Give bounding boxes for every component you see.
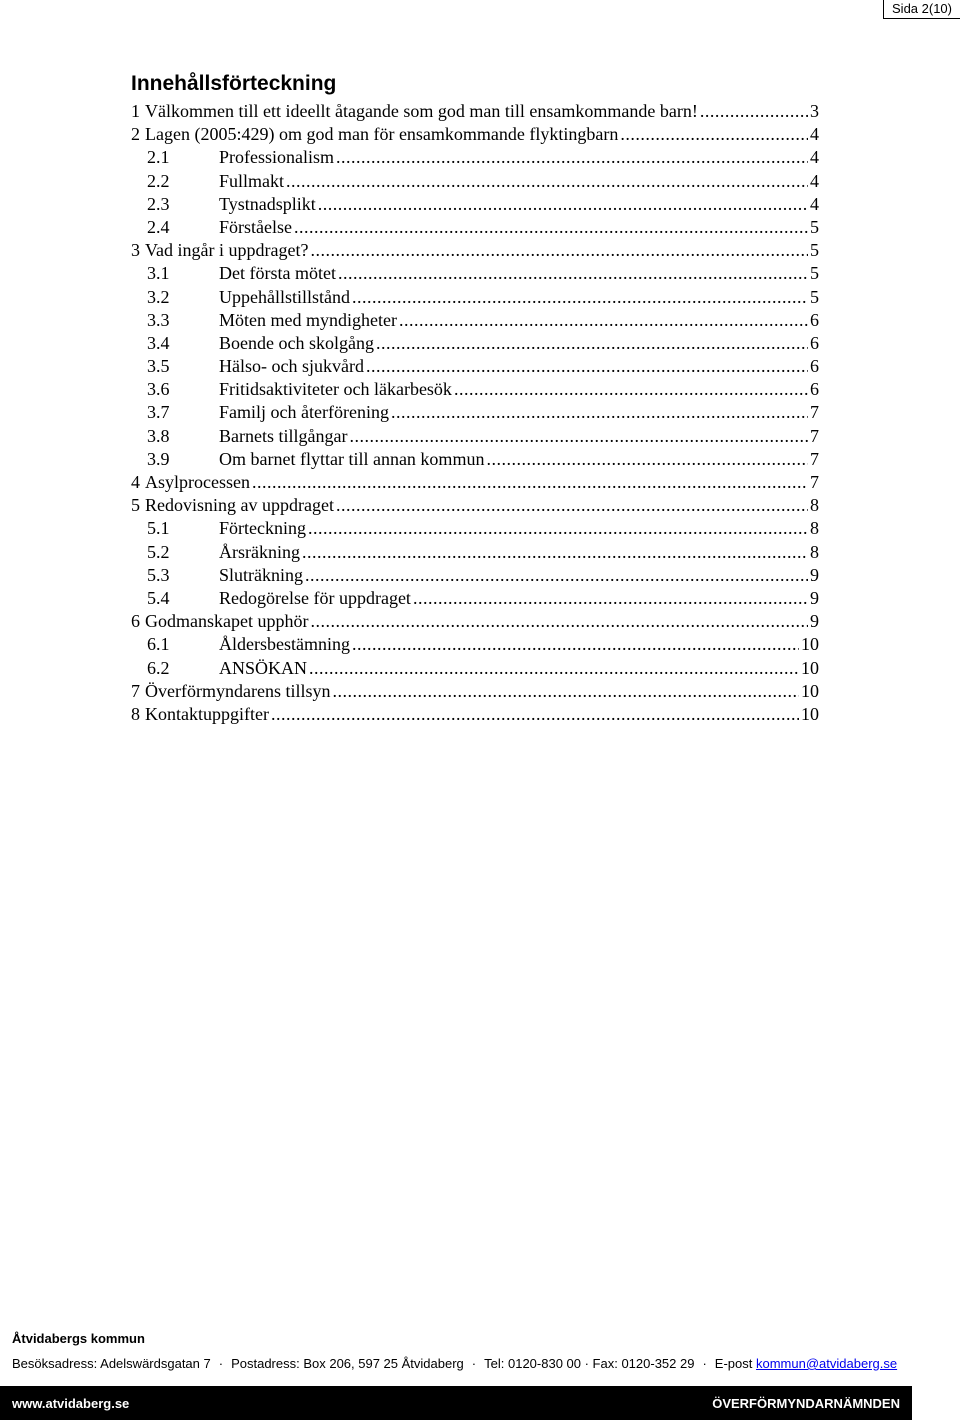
toc-entry-page: 5 xyxy=(810,286,819,307)
toc-entry-title: Professionalism xyxy=(219,147,334,168)
toc-leader-dots xyxy=(454,378,808,401)
toc-entry-number: 3.1 xyxy=(147,263,170,284)
toc-entry[interactable] xyxy=(131,146,819,169)
toc-entry-page: 4 xyxy=(810,170,819,191)
toc-leader-dots xyxy=(271,703,799,726)
toc-leader-dots xyxy=(391,401,808,424)
toc-entry-page: 6 xyxy=(810,356,819,377)
toc-leader-dots xyxy=(399,309,808,332)
toc-entry-title: Förteckning xyxy=(219,518,306,539)
toc-entry-page: 10 xyxy=(801,657,819,678)
toc-entry-title: Sluträkning xyxy=(219,564,303,585)
toc-entry-title: Fullmakt xyxy=(219,170,285,191)
toc-entry-title: Hälso- och sjukvård xyxy=(219,356,364,377)
toc-entry-page: 6 xyxy=(810,332,819,353)
toc-leader-dots xyxy=(338,262,808,285)
toc-entry[interactable] xyxy=(131,703,819,726)
toc-entry-page: 4 xyxy=(810,193,819,214)
toc-leader-dots xyxy=(352,286,808,309)
toc-entry-number: 2 xyxy=(131,124,140,145)
toc-entry[interactable] xyxy=(131,332,819,355)
toc-entry-number: 2.1 xyxy=(147,147,170,168)
toc-entry-title: Åldersbestämning xyxy=(219,634,350,655)
toc-entry[interactable] xyxy=(131,216,819,239)
toc-entry[interactable] xyxy=(131,286,819,309)
toc-leader-dots xyxy=(310,610,808,633)
toc-entry-page: 4 xyxy=(810,147,819,168)
toc-entry-page: 7 xyxy=(810,425,819,446)
toc-entry[interactable] xyxy=(131,448,819,471)
toc-entry[interactable] xyxy=(131,123,819,146)
toc-leader-dots xyxy=(486,448,808,471)
toc-entry-title: Vad ingår i uppdraget? xyxy=(145,240,309,261)
toc-entry-page: 7 xyxy=(810,448,819,469)
toc-entry[interactable] xyxy=(131,309,819,332)
toc-entry-page: 10 xyxy=(801,634,819,655)
toc-entry[interactable] xyxy=(131,471,819,494)
toc-entry[interactable] xyxy=(131,239,819,262)
toc-entry-title: Boende och skolgång xyxy=(219,332,374,353)
toc-entry-title: Möten med myndigheter xyxy=(219,309,397,330)
toc-entry-page: 9 xyxy=(810,611,819,632)
toc-entry-number: 3.8 xyxy=(147,425,170,446)
toc-entry-number: 3.5 xyxy=(147,356,170,377)
toc-entry-number: 6.2 xyxy=(147,657,170,678)
toc-entry-page: 5 xyxy=(810,216,819,237)
toc-entry-page: 8 xyxy=(810,495,819,516)
separator: · xyxy=(218,1356,224,1371)
toc-entry-title: Fritidsaktiviteter och läkarbesök xyxy=(219,379,452,400)
toc-entry-number: 6 xyxy=(131,611,140,632)
toc-entry-title: Överförmyndarens tillsyn xyxy=(145,680,331,701)
toc-entry-number: 3.7 xyxy=(147,402,170,423)
toc-entry-title: Lagen (2005:429) om god man för ensamkommande flyktingbarn xyxy=(145,124,619,145)
toc-leader-dots xyxy=(286,170,808,193)
toc-leader-dots xyxy=(318,193,808,216)
toc-entry-title: Asylprocessen xyxy=(145,472,250,492)
toc-entry[interactable] xyxy=(131,541,819,564)
separator: · xyxy=(471,1356,477,1371)
toc-entry[interactable] xyxy=(131,401,819,424)
toc-entry-number: 8 xyxy=(131,703,140,724)
toc-entry-number: 5 xyxy=(131,495,140,516)
toc-leader-dots xyxy=(336,494,808,517)
toc-entry-page: 4 xyxy=(810,124,819,145)
toc-entry-number: 5.1 xyxy=(147,518,170,539)
toc-leader-dots xyxy=(294,216,808,239)
email-link[interactable]: kommun@atvidaberg.se xyxy=(756,1356,898,1371)
toc-entry-number: 2.3 xyxy=(147,193,170,214)
toc-entry-number: 5.2 xyxy=(147,541,170,562)
toc-entry-number: 3.4 xyxy=(147,332,170,353)
toc-leader-dots xyxy=(305,564,808,587)
toc-entry-number: 7 xyxy=(131,680,140,701)
toc-leader-dots xyxy=(310,239,808,262)
toc-entry-number: 3.9 xyxy=(147,448,170,469)
board-name: ÖVERFÖRMYNDARNÄMNDEN xyxy=(712,1396,900,1411)
toc-leader-dots xyxy=(308,517,808,540)
email-label: E-post xyxy=(714,1356,753,1371)
toc-entry-page: 5 xyxy=(810,263,819,284)
toc-leader-dots xyxy=(413,587,808,610)
toc-leader-dots xyxy=(309,657,799,680)
toc-entry-number: 3.3 xyxy=(147,309,170,330)
toc-entry-page: 6 xyxy=(810,309,819,330)
toc-entry-title: Redovisning av uppdraget xyxy=(145,495,334,516)
toc-leader-dots xyxy=(302,541,808,564)
toc-entry-title: Godmanskapet upphör xyxy=(145,611,309,632)
toc-entry-page: 7 xyxy=(810,402,819,423)
toc-entry-page: 8 xyxy=(810,541,819,562)
toc-entry[interactable] xyxy=(131,170,819,193)
toc-entry-page: 8 xyxy=(810,518,819,539)
toc-entry-title: Redogörelse för uppdraget xyxy=(219,587,411,608)
toc-entry-title: Tystnadsplikt xyxy=(219,193,316,214)
toc-entry-title: ANSÖKAN xyxy=(219,657,308,678)
toc-entry-title: Årsräkning xyxy=(219,541,300,562)
toc-entry[interactable] xyxy=(131,587,819,610)
toc-entry-title: Barnets tillgångar xyxy=(219,425,348,446)
toc-entry[interactable] xyxy=(131,680,819,703)
toc-entry[interactable] xyxy=(131,610,819,633)
footer-address-line xyxy=(12,1356,897,1371)
toc-entry-page: 10 xyxy=(801,680,819,701)
toc-leader-dots xyxy=(366,355,808,378)
toc-leader-dots xyxy=(349,425,808,448)
toc-entry-number: 5.4 xyxy=(147,587,170,608)
toc-leader-dots xyxy=(700,100,808,123)
toc-leader-dots xyxy=(620,123,808,146)
table-of-contents xyxy=(131,100,819,726)
toc-entry-title: Välkommen till ett ideellt åtagande som god man till ensamkommande barn! xyxy=(145,101,698,121)
toc-leader-dots xyxy=(252,471,808,494)
toc-entry[interactable] xyxy=(131,262,819,285)
toc-entry-title: Förståelse xyxy=(219,216,292,237)
toc-entry-number: 5.3 xyxy=(147,564,170,585)
toc-entry-page: 3 xyxy=(810,101,819,121)
toc-entry-page: 6 xyxy=(810,379,819,400)
toc-entry[interactable] xyxy=(131,425,819,448)
toc-entry-page: 9 xyxy=(810,587,819,608)
toc-entry-number: 1 xyxy=(131,101,140,121)
toc-entry[interactable] xyxy=(131,517,819,540)
toc-entry[interactable] xyxy=(131,494,819,517)
toc-entry[interactable] xyxy=(131,657,819,680)
toc-entry[interactable] xyxy=(131,355,819,378)
footer-bar xyxy=(0,1386,912,1420)
toc-entry-page: 7 xyxy=(810,472,819,492)
toc-entry[interactable] xyxy=(131,100,819,123)
toc-entry[interactable] xyxy=(131,378,819,401)
postal-address: Postadress: Box 206, 597 25 Åtvidaberg xyxy=(231,1356,464,1371)
toc-entry-page: 10 xyxy=(801,703,819,724)
toc-entry-title: Kontaktuppgifter xyxy=(145,703,269,724)
toc-entry-title: Om barnet flyttar till annan kommun xyxy=(219,448,485,469)
toc-entry-number: 3.6 xyxy=(147,379,170,400)
toc-entry-number: 2.4 xyxy=(147,216,170,237)
toc-entry-number: 2.2 xyxy=(147,170,170,191)
footer-org-name: Åtvidabergs kommun xyxy=(12,1331,145,1346)
toc-entry-title: Det första mötet xyxy=(219,263,336,284)
toc-entry-title: Uppehållstillstånd xyxy=(219,286,350,307)
toc-entry[interactable] xyxy=(131,193,819,216)
toc-entry[interactable] xyxy=(131,633,819,656)
page-number: Sida 2(10) xyxy=(883,0,960,19)
visiting-address: Besöksadress: Adelswärdsgatan 7 xyxy=(12,1356,211,1371)
toc-leader-dots xyxy=(336,146,808,169)
toc-entry-number: 3 xyxy=(131,240,140,261)
toc-title: Innehållsförteckning xyxy=(131,72,337,95)
toc-entry-number: 4 xyxy=(131,472,140,492)
toc-entry-page: 5 xyxy=(810,240,819,261)
toc-leader-dots xyxy=(352,633,799,656)
website-link[interactable]: www.atvidaberg.se xyxy=(12,1396,130,1411)
toc-entry-page: 9 xyxy=(810,564,819,585)
toc-leader-dots xyxy=(376,332,808,355)
toc-entry-number: 3.2 xyxy=(147,286,170,307)
toc-entry-title: Familj och återförening xyxy=(219,402,389,423)
toc-entry-number: 6.1 xyxy=(147,634,170,655)
separator: · xyxy=(702,1356,707,1371)
toc-leader-dots xyxy=(332,680,799,703)
toc-entry[interactable] xyxy=(131,564,819,587)
phone-fax: Tel: 0120-830 00 · Fax: 0120-352 29 xyxy=(484,1356,695,1371)
